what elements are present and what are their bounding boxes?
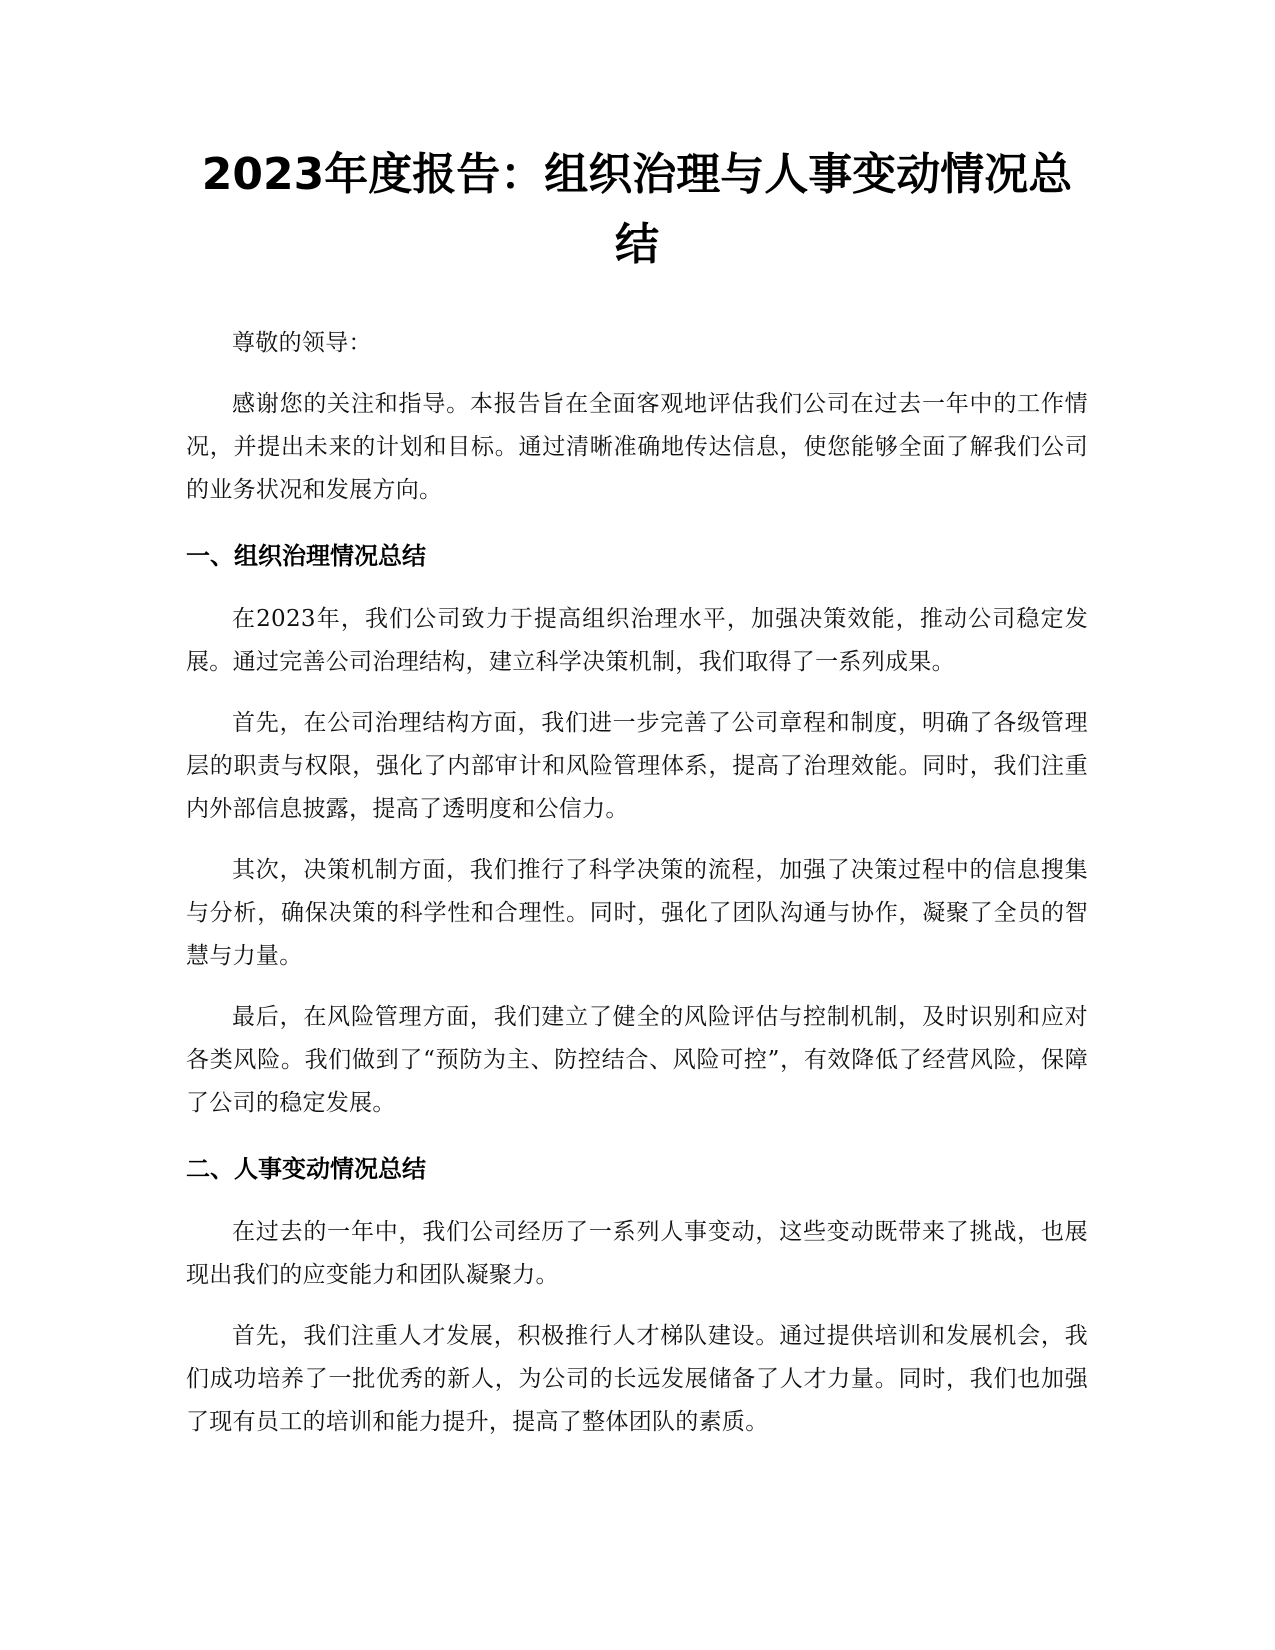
- governance-paragraph-1: 在2023年，我们公司致力于提高组织治理水平，加强决策效能，推动公司稳定发展。通过完善公司治理结构，建立科学决策机制，我们取得了一系列成果。: [186, 606, 1088, 675]
- personnel-paragraph-1: 在过去的一年中，我们公司经历了一系列人事变动，这些变动既带来了挑战，也展现出我们的应变能力和团队凝聚力。: [186, 1219, 1088, 1288]
- personnel-paragraph-2: 首先，我们注重人才发展，积极推行人才梯队建设。通过提供培训和发展机会，我们成功培养了一批优秀的新人，为公司的长远发展储备了人才力量。同时，我们也加强了现有员工的培训和能力提升，提高了整体团队的素质。: [186, 1323, 1088, 1435]
- greeting: 尊敬的领导：: [232, 330, 372, 356]
- section-heading-personnel: 二、人事变动情况总结: [186, 1155, 426, 1183]
- section-heading-governance: 一、组织治理情况总结: [186, 542, 426, 570]
- governance-paragraph-2: 首先，在公司治理结构方面，我们进一步完善了公司章程和制度，明确了各级管理层的职责与权限，强化了内部审计和风险管理体系，提高了治理效能。同时，我们注重内外部信息披露，提高了透明度和公信力。: [186, 710, 1088, 822]
- document-body: [186, 140, 1088, 1444]
- governance-paragraph-4: 最后，在风险管理方面，我们建立了健全的风险评估与控制机制，及时识别和应对各类风险。我们做到了“预防为主、防控结合、风险可控”，有效降低了经营风险，保障了公司的稳定发展。: [186, 1004, 1088, 1116]
- intro-paragraph: 感谢您的关注和指导。本报告旨在全面客观地评估我们公司在过去一年中的工作情况，并提出未来的计划和目标。通过清晰准确地传达信息，使您能够全面了解我们公司的业务状况和发展方向。: [186, 391, 1088, 503]
- governance-paragraph-3: 其次，决策机制方面，我们推行了科学决策的流程，加强了决策过程中的信息搜集与分析，确保决策的科学性和合理性。同时，强化了团队沟通与协作，凝聚了全员的智慧与力量。: [186, 857, 1088, 969]
- document-title: 2023年度报告：组织治理与人事变动情况总结: [201, 149, 1073, 270]
